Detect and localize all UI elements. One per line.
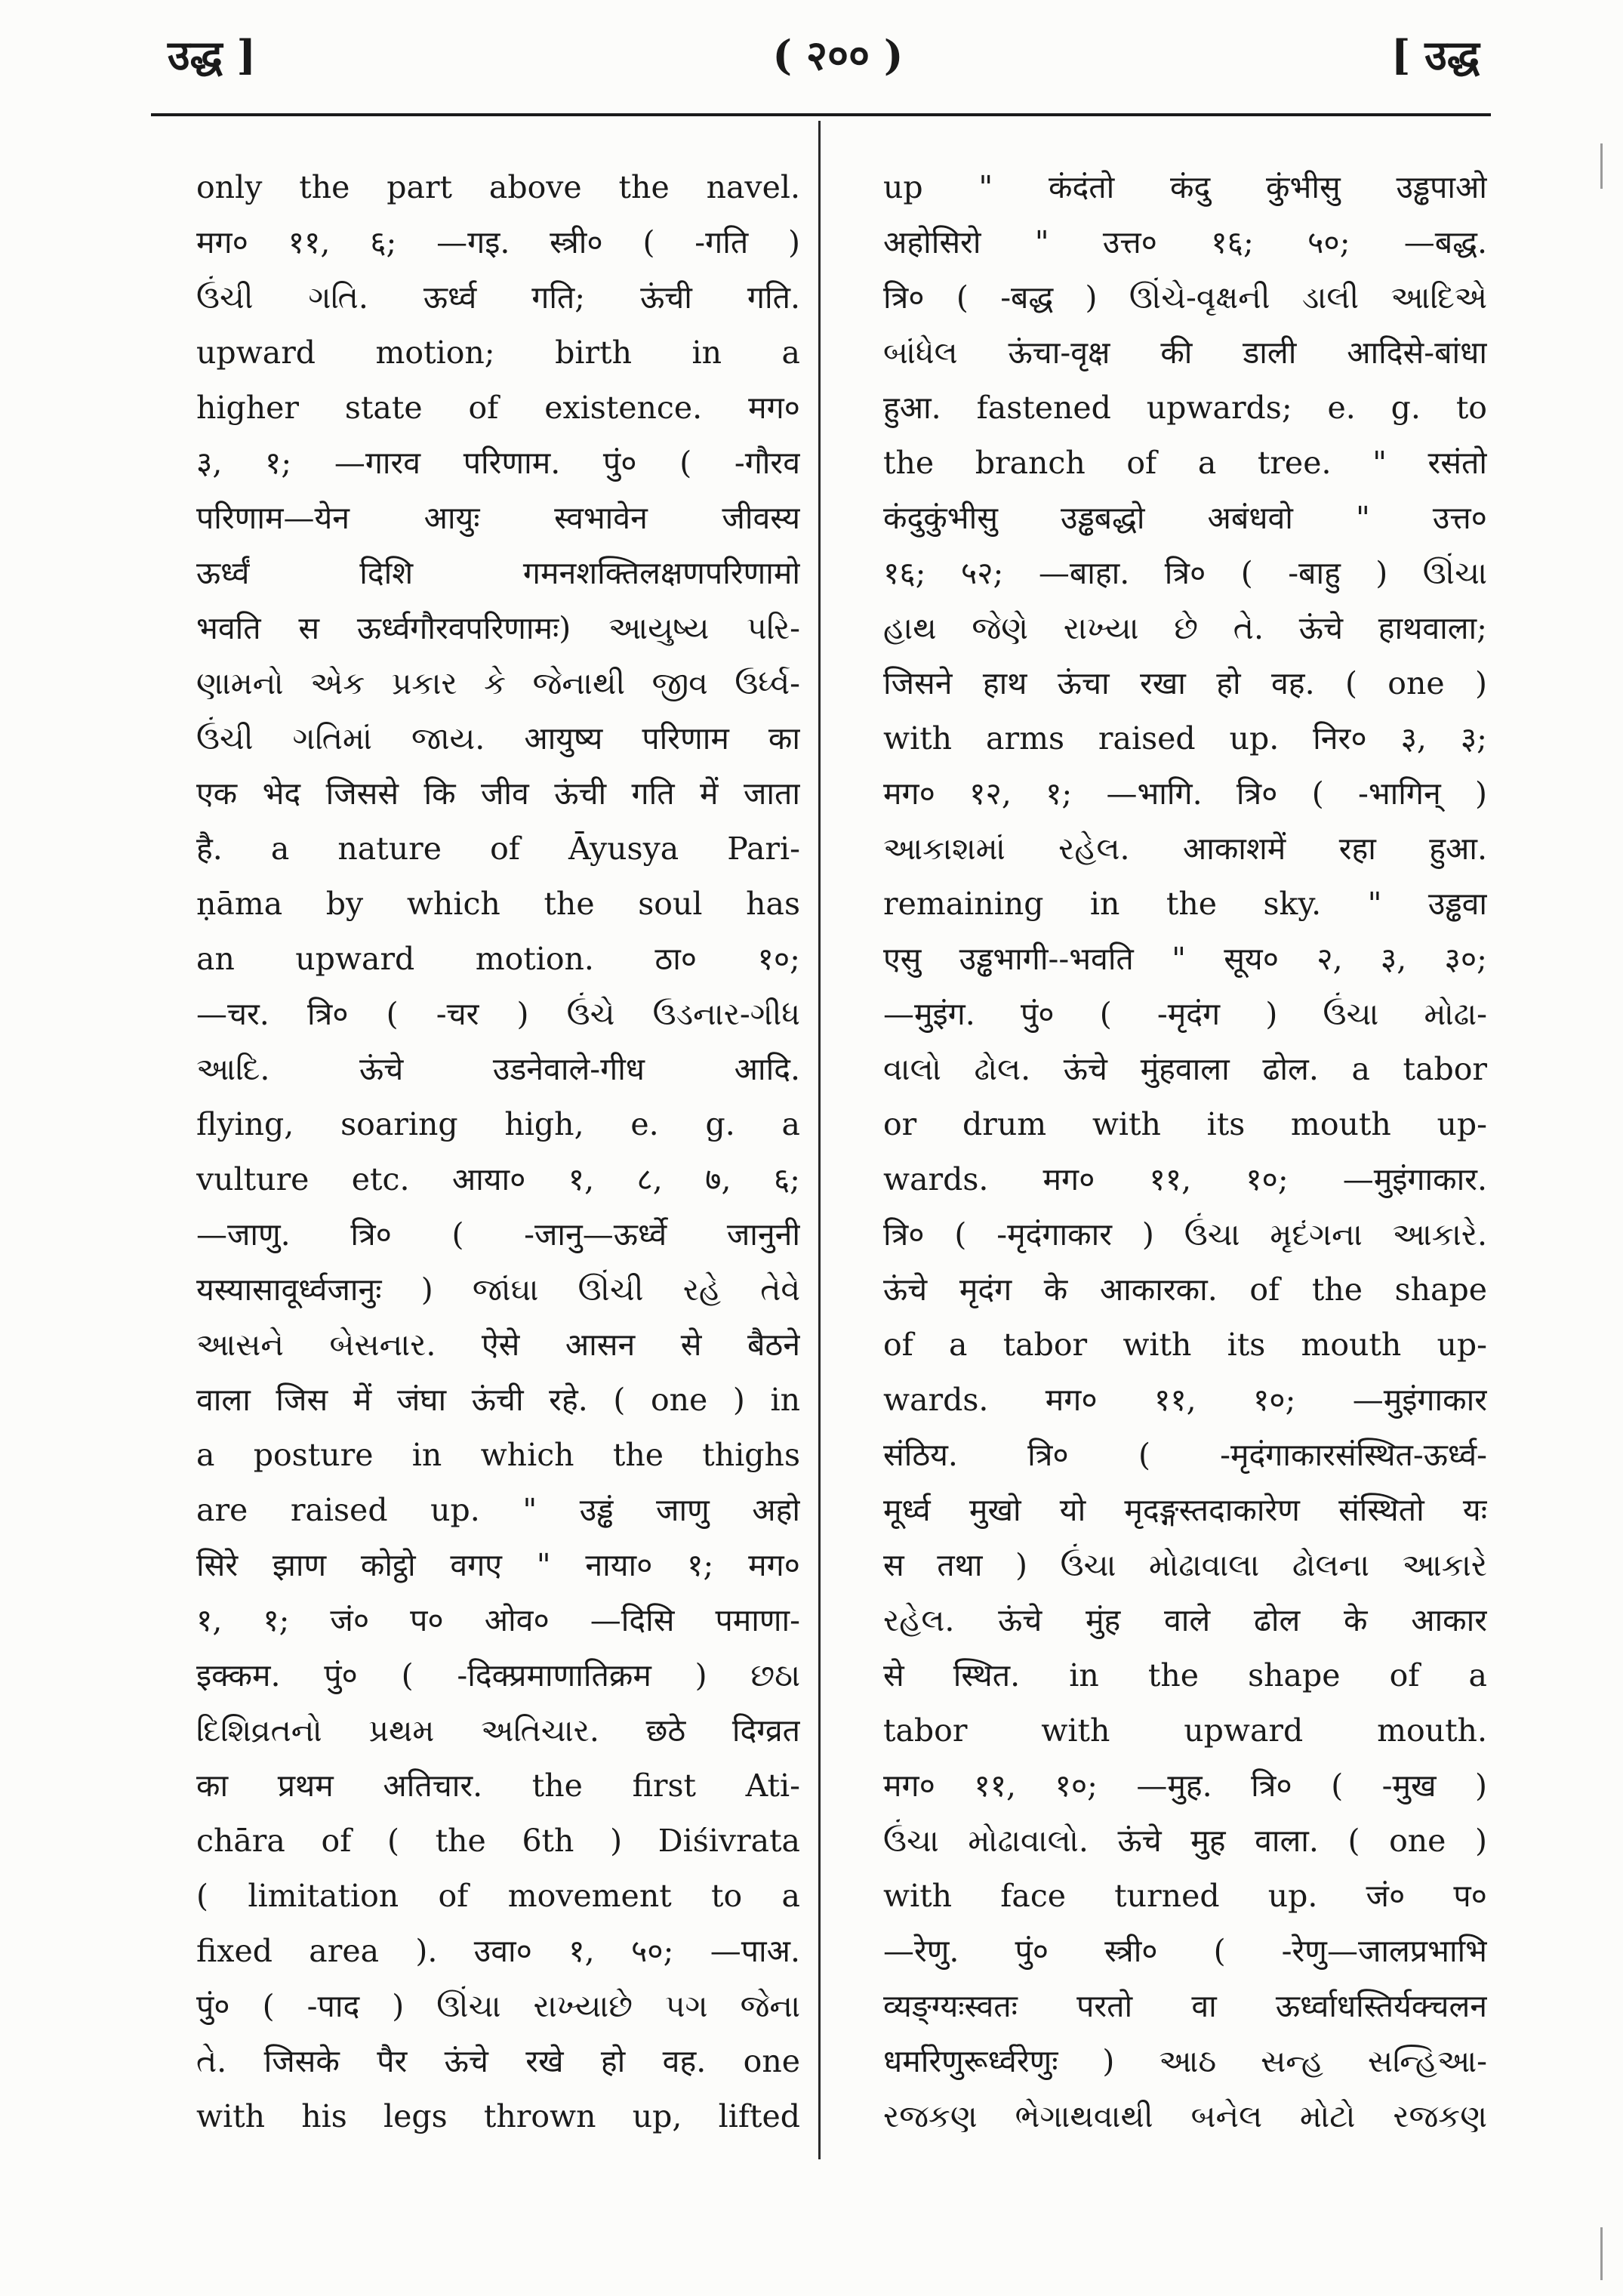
text-line: कंदुकुंभीसु उड्ढबद्धो अबंधवो " उत्त० [883,500,1487,536]
text-line: ણામનો એક પ્રકાર કે જેનાથી જીવ ઉર્ધ્વ- [196,665,800,701]
text-line: —जाणु. त्रि० ( -जानु—ऊर्ध्वे जानुनी [196,1216,800,1253]
right-column [883,160,1487,2144]
text-line: संठिय. त्रि० ( -मृदंगाकारसंस्थित-ऊर्ध्व- [883,1437,1487,1473]
text-line: વાલો ઢોલ. ऊंचे मुंहवाला ढोल. a tabor [883,1051,1487,1087]
text-line: वाला जिस में जंघा ऊंची रहे. ( one ) in [196,1382,800,1418]
text-line: or drum with its mouth up- [883,1106,1487,1142]
text-line: બાંધેલ ऊंचा-वृक्ष की डाली आदिसे-बांधा [883,334,1487,371]
text-line: भवति स ऊर्ध्वगौरवपरिणामः) આયુષ્ય પરિ- [196,610,800,646]
text-line: હાથ જેણે રાખ્યા છે તે. ऊंचे हाथवाला; [883,610,1487,646]
text-line: ṇāma by which the soul has [196,886,800,922]
text-line: से स्थित. in the shape of a [883,1657,1487,1693]
text-line: ઉંચી ગતિ. ऊर्ध्व गति; ऊंची गति. [196,279,800,316]
text-line: —रेणु. पुं० स्त्री० ( -रेणु—जालप्रभाभि [883,1933,1487,1969]
text-line: આકાશમાં રહેલ. आकाशमें रहा हुआ. [883,831,1487,867]
text-line: है. a nature of Āyusya Pari- [196,831,800,867]
text-line: vulture etc. आया० १, ८, ७, ६; [196,1161,800,1197]
text-line: higher state of existence. मग० [196,390,800,426]
text-line: ઉંચી ગતિમાં જાય. आयुष्य परिणाम का [196,720,800,757]
running-head-right: [ उद्ध [1390,31,1480,79]
text-line: १, १; जं० प० ओव० —दिसि पमाणा- [196,1602,800,1638]
text-line: मग० ११, ६; —गइ. स्त्री० ( -गति ) [196,224,800,260]
text-line: ऊर्ध्वं दिशि गमनशक्तिलक्षणपरिणामो [196,555,800,591]
text-line: wards. मग० ११, १०; —मुइंगाकार. [883,1161,1487,1197]
text-line: मग० ११, १०; —मुह. त्रि० ( -मुख ) [883,1767,1487,1804]
text-line: wards. मग० ११, १०; —मुइंगाकार [883,1382,1487,1418]
text-line: upward motion; birth in a [196,334,800,371]
text-line: રજકણ ભેગાથવાથી બનેલ મોટો રજકણ [883,2098,1487,2134]
text-line: —चर. त्रि० ( -चर ) ઉંચે ઉડનાર-ગીધ [196,996,800,1032]
text-line: ( limitation of movement to a [196,1878,800,1914]
text-line: त्रि० ( -मृदंगाकार ) ઉંચા મૃદંગના આકારે. [883,1216,1487,1253]
text-line: are raised up. " उड्ढं जाणु अहो [196,1492,800,1528]
text-line: सिरे झाण कोट्ठो वगए " नाया० १; मग० [196,1547,800,1583]
text-line: पुं० ( -पाद ) ઊંચા રાખ્યાછે પગ જેના [196,1988,800,2024]
page-number: ( २०० ) [772,31,904,79]
text-line: up " कंदंतो कंदु कुंभीसु उड्ढपाओ [883,169,1487,205]
text-line: fixed area ). उवा० १, ५०; —पाअ. [196,1933,800,1969]
text-line: chāra of ( the 6th ) Diśivrata [196,1823,800,1859]
text-line: इक्कम. पुं० ( -दिक्प्रमाणातिक्रम ) છઠા [196,1657,800,1693]
text-line: with his legs thrown up, lifted [196,2098,800,2134]
text-line: का प्रथम अतिचार. the first Ati- [196,1767,800,1804]
text-line: व्यङ्ग्यःस्वतः परतो वा ऊर्ध्वाधस्तिर्यक्चलन [883,1988,1487,2024]
text-line: a posture in which the thighs [196,1437,800,1473]
text-line: एसु उड्ढभागी--भवति " सूय० २, ३, ३०; [883,941,1487,977]
text-line: આસને બેસનાર. ऐसे आसन से बैठने [196,1327,800,1363]
running-head-left: उद्ध ] [168,31,257,79]
text-line: यस्यासावूर्ध्वजानुः ) જાંઘા ઊંચી રહે તેવે [196,1271,800,1308]
text-line: —मुइंग. पुं० ( -मृदंग ) ઉંચા મોઢા- [883,996,1487,1032]
text-line: एक भेद जिससे कि जीव ऊंची गति में जाता [196,775,800,812]
text-line: with face turned up. जं० प० [883,1878,1487,1914]
text-line: ३, १; —गारव परिणाम. पुं० ( -गौरव [196,445,800,481]
text-line: ઉંચા મોઢાવાલો. ऊंचे मुह वाला. ( one ) [883,1823,1487,1859]
text-line: १६; ५२; —बाहा. त्रि० ( -बाहु ) ઊંચા [883,555,1487,591]
text-line: स तथा ) ઉંચા મોઢાવાલા ઢોલના આકારે [883,1547,1487,1583]
text-line: मग० १२, १; —भागि. त्रि० ( -भागिन् ) [883,775,1487,812]
text-line: धर्मारेणुरूर्ध्वरेणुः ) આઠ સન્હ સન્હિઆ- [883,2043,1487,2079]
text-line: દિશિવ્રતનો પ્રથમ અતિચાર. छठे दिग्व्रत [196,1712,800,1749]
text-line: त्रि० ( -बद्ध ) ઊંચે-વૃક્ષની ડાલી આદિએ [883,279,1487,316]
text-line: हुआ. fastened upwards; e. g. to [883,390,1487,426]
text-line: ऊंचे मृदंग के आकारका. of the shape [883,1271,1487,1308]
text-line: of a tabor with its mouth up- [883,1327,1487,1363]
text-line: remaining in the sky. " उड्ढवा [883,886,1487,922]
text-line: अहोसिरो " उत्त० १६; ५०; —बद्ध. [883,224,1487,260]
column-divider [818,121,821,2159]
text-line: રહેલ. ऊंचे मुंह वाले ढोल के आकार [883,1602,1487,1638]
text-line: only the part above the navel. [196,169,800,205]
text-line: tabor with upward mouth. [883,1712,1487,1749]
text-line: with arms raised up. निर० ३, ३; [883,720,1487,757]
text-line: परिणाम—येन आयुः स्वभावेन जीवस्य [196,500,800,536]
text-line: flying, soaring high, e. g. a [196,1106,800,1142]
text-line: the branch of a tree. " रसंतो [883,445,1487,481]
left-column [196,160,800,2144]
text-line: an upward motion. ठा० १०; [196,941,800,977]
margin-mark [1600,143,1603,189]
text-line: मूर्ध्व मुखो यो मृदङ्गस्तदाकारेण संस्थितो यः [883,1492,1487,1528]
header-rule [151,113,1491,116]
text-line: जिसने हाथ ऊंचा रखा हो वह. ( one ) [883,665,1487,701]
margin-mark [1600,2227,1603,2280]
text-line: તે. जिसके पैर ऊंचे रखे हो वह. one [196,2043,800,2079]
text-line: આદિ. ऊंचे उडनेवाले-गीध आदि. [196,1051,800,1087]
